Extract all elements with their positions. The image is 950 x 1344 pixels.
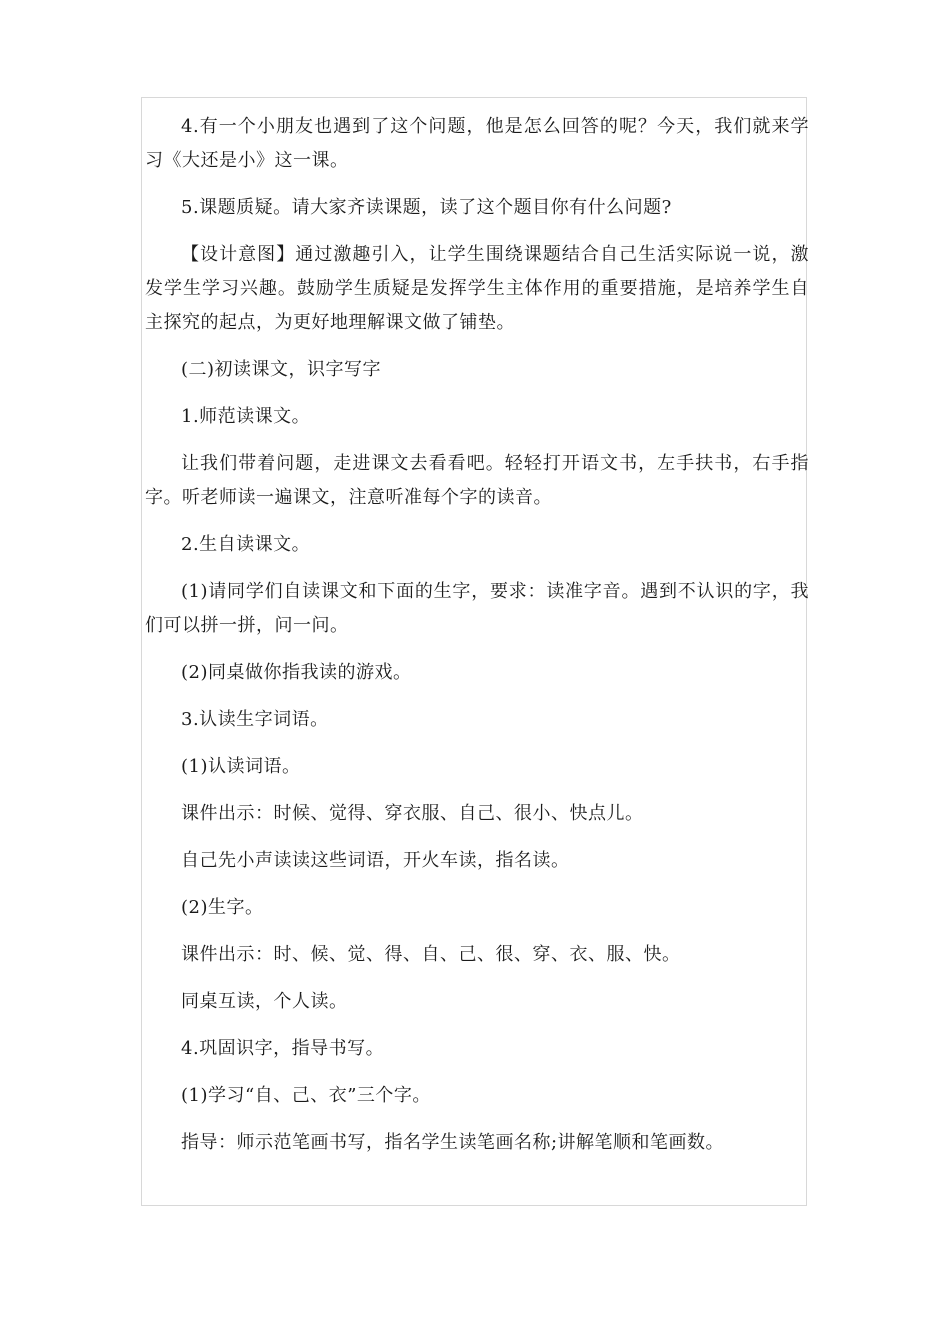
paragraph-recognize-words: 3.认读生字词语。 — [181, 709, 329, 730]
paragraph-consolidate: 4.巩固识字，指导书写。 — [181, 1038, 385, 1059]
paragraph-train-reading: 自己先小声读读这些词语，开火车读，指名读。 — [181, 850, 570, 871]
paragraph-open-book: 让我们带着问题，走进课文去看看吧。轻轻打开语文书，左手扶书，右手指字。听老师读一遍课文，注意听准每个字的读音。 — [145, 453, 809, 508]
paragraph-courseware-words: 课件出示：时候、觉得、穿衣服、自己、很小、快点儿。 — [181, 803, 644, 824]
paragraph-teacher-reads: 1.师范读课文。 — [181, 406, 311, 427]
section-heading-first-reading: (二)初读课文，识字写字 — [181, 359, 382, 380]
paragraph-read-words: (1)认读词语。 — [181, 756, 301, 777]
paragraph-design-intent: 【设计意图】通过激趣引入，让学生围绕课题结合自己生活实际说一说，激发学生学习兴趣。鼓励学生质疑是发挥学生主体作用的重要措施，是培养学生自主探究的起点，为更好地理解课文做了铺垫。 — [145, 244, 809, 333]
paragraph-courseware-characters: 课件出示：时、候、觉、得、自、己、很、穿、衣、服、快。 — [181, 944, 681, 965]
paragraph-read-requirements: (1)请同学们自读课文和下面的生字，要求：读准字音。遇到不认识的字，我们可以拼一拼，问一问。 — [145, 581, 809, 636]
document-body — [145, 110, 809, 1173]
paragraph-guidance: 指导：师示范笔画书写，指名学生读笔画名称;讲解笔顺和笔画数。 — [181, 1132, 725, 1153]
paragraph-new-characters: (2)生字。 — [181, 897, 264, 918]
paragraph-topic-question: 5.课题质疑。请大家齐读课题，读了这个题目你有什么问题? — [181, 197, 672, 218]
paragraph-pair-game: (2)同桌做你指我读的游戏。 — [181, 662, 412, 683]
paragraph-self-reading: 2.生自读课文。 — [181, 534, 311, 555]
paragraph-lesson-intro: 4.有一个小朋友也遇到了这个问题，他是怎么回答的呢？今天，我们就来学习《大还是小》这一课。 — [145, 116, 809, 171]
paragraph-pair-reading: 同桌互读，个人读。 — [181, 991, 348, 1012]
paragraph-learn-three-chars: (1)学习“自、己、衣”三个字。 — [181, 1085, 431, 1106]
